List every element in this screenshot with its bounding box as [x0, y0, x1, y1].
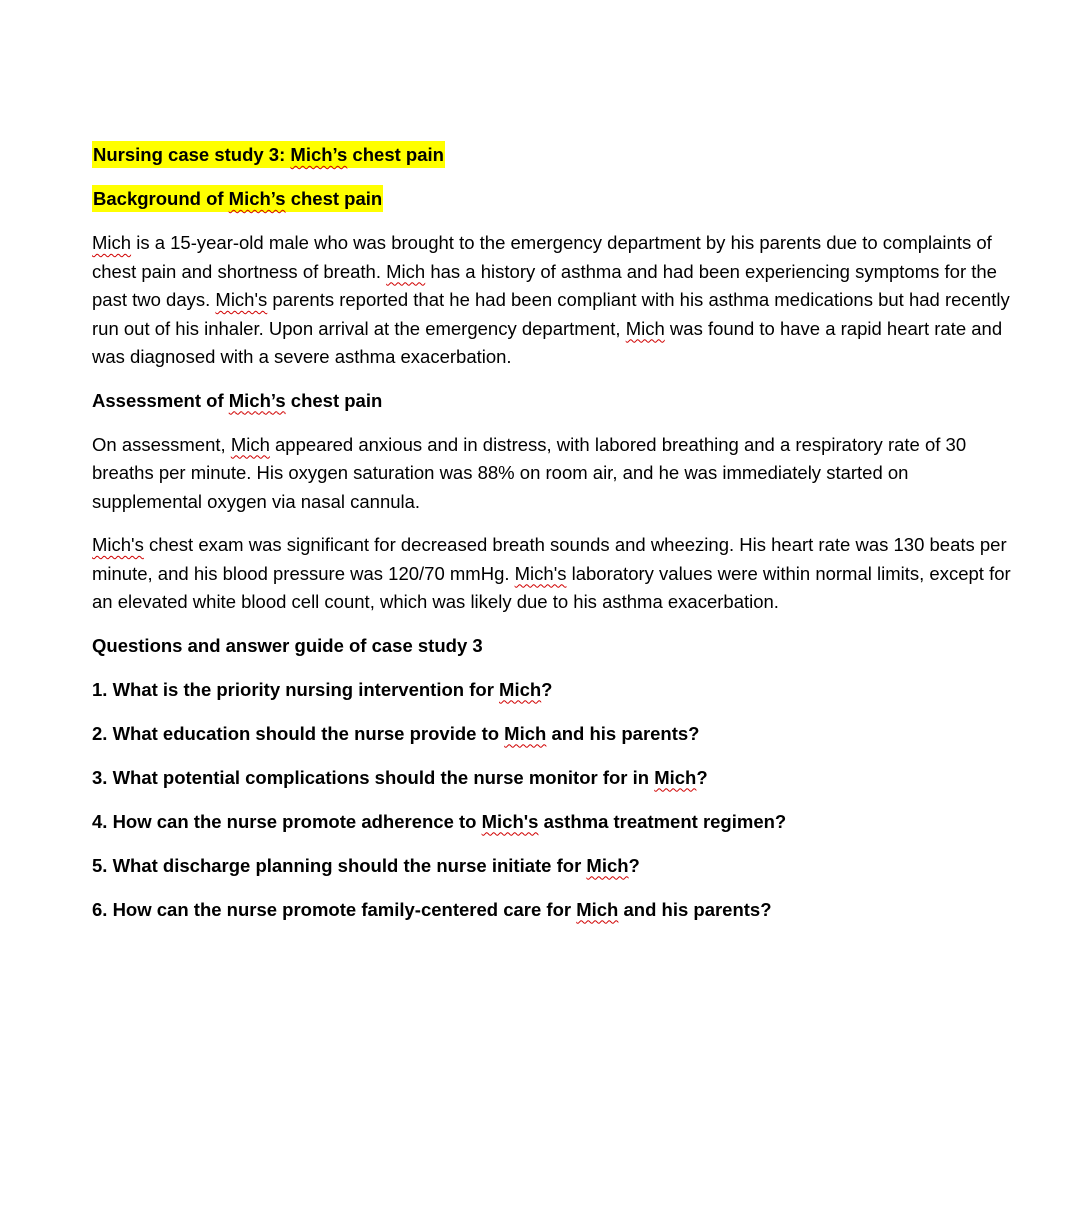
- spellcheck-underline: Mich: [625, 317, 665, 339]
- spellcheck-underline: Mich: [92, 232, 132, 253]
- question-item: 2. What education should the nurse provide to Mich and his parents?: [92, 722, 700, 744]
- spellcheck-underline: Mich: [504, 722, 547, 744]
- spellcheck-underline: Mich: [654, 766, 697, 788]
- question-item: 1. What is the priority nursing intervention for Mich?: [92, 678, 553, 700]
- document-title: Nursing case study 3: Mich’s chest pain: [92, 141, 445, 168]
- questions-heading: Questions and answer guide of case study 3: [92, 634, 483, 656]
- assessment-paragraph-2: Mich's chest exam was significant for decreased breath sounds and wheezing. His heart rate was 130 beats per minute, and his blood pressure was 120/70 mmHg. Mich's laboratory values were within normal limits, except for an elevated white blood cell count, which was likely due to his asthma exacerbation.: [92, 534, 1011, 612]
- spellcheck-underline: Mich: [230, 433, 270, 455]
- spellcheck-underline: Mich’s: [290, 144, 348, 165]
- assessment-heading: Assessment of Mich’s chest pain: [92, 389, 383, 411]
- document-page: [92, 141, 1012, 940]
- question-item: 4. How can the nurse promote adherence to Mich's asthma treatment regimen?: [92, 810, 787, 832]
- spellcheck-underline: Mich’s: [228, 188, 286, 209]
- title-line: [92, 141, 1012, 168]
- spellcheck-underline: Mich’s: [228, 389, 286, 411]
- spellcheck-underline: Mich: [576, 898, 619, 920]
- assessment-paragraph-1: On assessment, Mich appeared anxious and in distress, with labored breathing and a respiratory rate of 30 breaths per minute. His oxygen saturation was 88% on room air, and he was immediately started on supplemental oxygen via nasal cannula.: [92, 433, 967, 512]
- spellcheck-underline: Mich's: [481, 810, 539, 832]
- spellcheck-underline: Mich: [386, 260, 426, 282]
- spellcheck-underline: Mich's: [215, 289, 268, 310]
- spellcheck-underline: Mich: [499, 678, 542, 700]
- spellcheck-underline: Mich: [586, 854, 629, 876]
- question-item: 6. How can the nurse promote family-centered care for Mich and his parents?: [92, 898, 772, 920]
- background-heading-line: [92, 185, 1012, 212]
- spellcheck-underline: Mich's: [514, 562, 567, 584]
- background-heading: Background of Mich’s chest pain: [92, 185, 383, 212]
- question-item: 3. What potential complications should the nurse monitor for in Mich?: [92, 766, 708, 788]
- background-paragraph: Mich is a 15-year-old male who was brought to the emergency department by his parents due to complaints of chest pain and shortness of breath. Mich has a history of asthma and had been experiencing symptoms for the past two days. Mich's parents reported that he had been compliant with his asthma medications but had recently run out of his inhaler. Upon arrival at the emergency department, Mich was found to have a rapid heart rate and was diagnosed with a severe asthma exacerbation.: [92, 232, 1010, 367]
- spellcheck-underline: Mich's: [92, 534, 144, 555]
- question-item: 5. What discharge planning should the nurse initiate for Mich?: [92, 854, 640, 876]
